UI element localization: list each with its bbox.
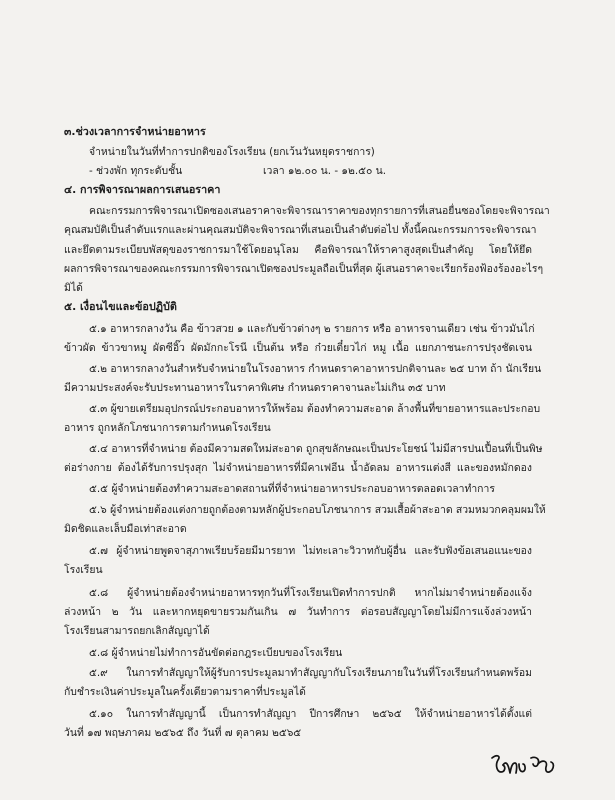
section5-heading: ๕. เงื่อนไขและข้อปฏิบัติ: [64, 300, 177, 313]
paragraph-line: ล่วงหน้า ๒ วัน และหากหยุดขายรวมกันเกิน ๗ วันทำการ ต่อรอบสัญญาโดยไม่มีการแจ้งล่วงหน้า: [64, 606, 532, 618]
paragraph-line: ๕.๘ ผู้จำหน่ายไม่ทำการอันขัดต่อกฎระเบียบของโรงเรียน: [89, 647, 343, 659]
paragraph-line: ๕.๓ ผู้ขายเตรียมอุปกรณ์ประกอบอาหารให้พร้อม ต้องทำความสะอาด ล้างพื้นที่ขายอาหารและประกอบ: [89, 403, 541, 415]
paragraph-line: มีความประสงค์จะรับประทานอาหารในราคาพิเศษ กำหนดราคาจานละไม่เกิน ๓๕ บาท: [64, 382, 446, 394]
section3-break-label: - ช่วงพัก ทุกระดับชั้น: [89, 165, 183, 177]
paragraph-line: มิได้: [64, 282, 83, 294]
paragraph-line: ๕.๘ ผู้จำหน่ายต้องจำหน่ายอาหารทุกวันที่โรงเรียนเปิดทำการปกติ หากไม่มาจำหน่ายต้องแจ้ง: [89, 587, 532, 599]
paragraph-line: ผลการพิจารณาของคณะกรรมการพิจารณาเปิดซองประมูลถือเป็นที่สุด ผู้เสนอราคาจะเรียกร้องฟ้องร้องอะไรๆ: [64, 263, 544, 275]
paragraph-line: โรงเรียน: [64, 564, 103, 576]
paragraph-line: ๕.๒ อาหารกลางวันสำหรับจำหน่ายในโรงอาหาร กำหนดราคาอาหารปกติจานละ ๒๕ บาท ถ้า นักเรียน: [89, 363, 542, 375]
section3-heading: ๓.ช่วงเวลาการจำหน่ายอาหาร: [64, 125, 206, 138]
section3-break-time: เวลา ๑๒.๐๐ น. - ๑๒.๕๐ น.: [263, 165, 387, 177]
paragraph-line: ๕.๑ อาหารกลางวัน คือ ข้าวสวย ๑ และกับข้าวต่างๆ ๒ รายการ หรือ อาหารจานเดียว เช่น ข้าวมันไก่: [89, 323, 535, 335]
paragraph-line: ๕.๔ อาหารที่จำหน่าย ต้องมีความสดใหม่สะอาด ถูกสุขลักษณะเป็นประโยชน์ ไม่มีสารปนเปื้อนที่เป็นพิษ: [89, 443, 543, 455]
paragraph-line: วันที่ ๑๗ พฤษภาคม ๒๕๖๕ ถึง วันที่ ๗ ตุลาคม ๒๕๖๕: [64, 727, 302, 739]
paragraph-line: และยึดตามระเบียบพัสดุของราชการมาใช้โดยอนุโลม คือพิจารณาให้ราคาสูงสุดเป็นสำคัญ โดยให้ยึด: [64, 244, 532, 256]
paragraph-line: ๕.๖ ผู้จำหน่ายต้องแต่งกายถูกต้องตามหลักผู้ประกอบโภชนาการ สวมเสื้อผ้าสะอาด สวมหมวกคลุมผมให้: [89, 504, 546, 516]
section3-line1: จำหน่ายในวันที่ทำการปกติของโรงเรียน (ยกเว้นวันหยุดราชการ): [89, 146, 375, 158]
paragraph-line: ๕.๗ ผู้จำหน่ายพูดจาสุภาพเรียบร้อยมีมารยาท ไม่ทะเลาะวิวาทกับผู้อื่น และรับฟังข้อเสนอแนะของ: [89, 545, 532, 557]
paragraph-line: มิดชิดและเล็บมือเท่าสะอาด: [64, 523, 187, 535]
paragraph-line: ต่อร่างกาย ต้องได้รับการปรุงสุก ไม่จำหน่ายอาหารที่มีคาเฟอีน น้ำอัดลม อาหารแต่งสี และของหมักดอง: [64, 462, 532, 474]
paragraph-line: ข้าวผัด ข้าวขาหมู ผัดซีอิ๊ว ผัดมักกะโรนี เป็นต้น หรือ ก๋วยเตี๋ยวไก่ หมู เนื้อ แยกภาชนะการปรุงชัดเจน: [64, 342, 532, 354]
paragraph-line: ๕.๑๐ ในการทำสัญญานี้ เป็นการทำสัญญา ปีการศึกษา ๒๕๖๕ ให้จำหน่ายอาหารได้ตั้งแต่: [89, 708, 532, 720]
paragraph-line: ๕.๕ ผู้จำหน่ายต้องทำความสะอาดสถานที่ที่จำหน่ายอาหารประกอบอาหารตลอดเวลาทำการ: [89, 483, 495, 495]
paragraph-line: อาหาร ถูกหลักโภชนาการตามกำหนดโรงเรียน: [64, 422, 271, 434]
signature: [488, 750, 558, 780]
paragraph-line: โรงเรียนสามารถยกเลิกสัญญาได้: [64, 625, 210, 637]
paragraph-line: คณะกรรมการพิจารณาเปิดซองเสนอราคาจะพิจารณาราคาของทุกรายการที่เสนอยื่นซองโดยจะพิจารณา: [89, 205, 550, 217]
paragraph-line: คุณสมบัติเป็นลำดับแรกและผ่านคุณสมบัติจะพิจารณาที่เสนอเป็นลำดับต่อไป ทั้งนี้คณะกรรมการจะพิจารณา: [64, 224, 537, 236]
paragraph-line: กับชำระเงินค่าประมูลในครั้งเดียวตามราคาที่ประมูลได้: [64, 686, 306, 698]
paragraph-line: ๕.๙ ในการทำสัญญาให้ผู้รับการประมูลมาทำสัญญากับโรงเรียนภายในวันที่โรงเรียนกำหนดพร้อม: [89, 667, 532, 679]
section4-heading: ๔. การพิจารณาผลการเสนอราคา: [64, 183, 221, 196]
